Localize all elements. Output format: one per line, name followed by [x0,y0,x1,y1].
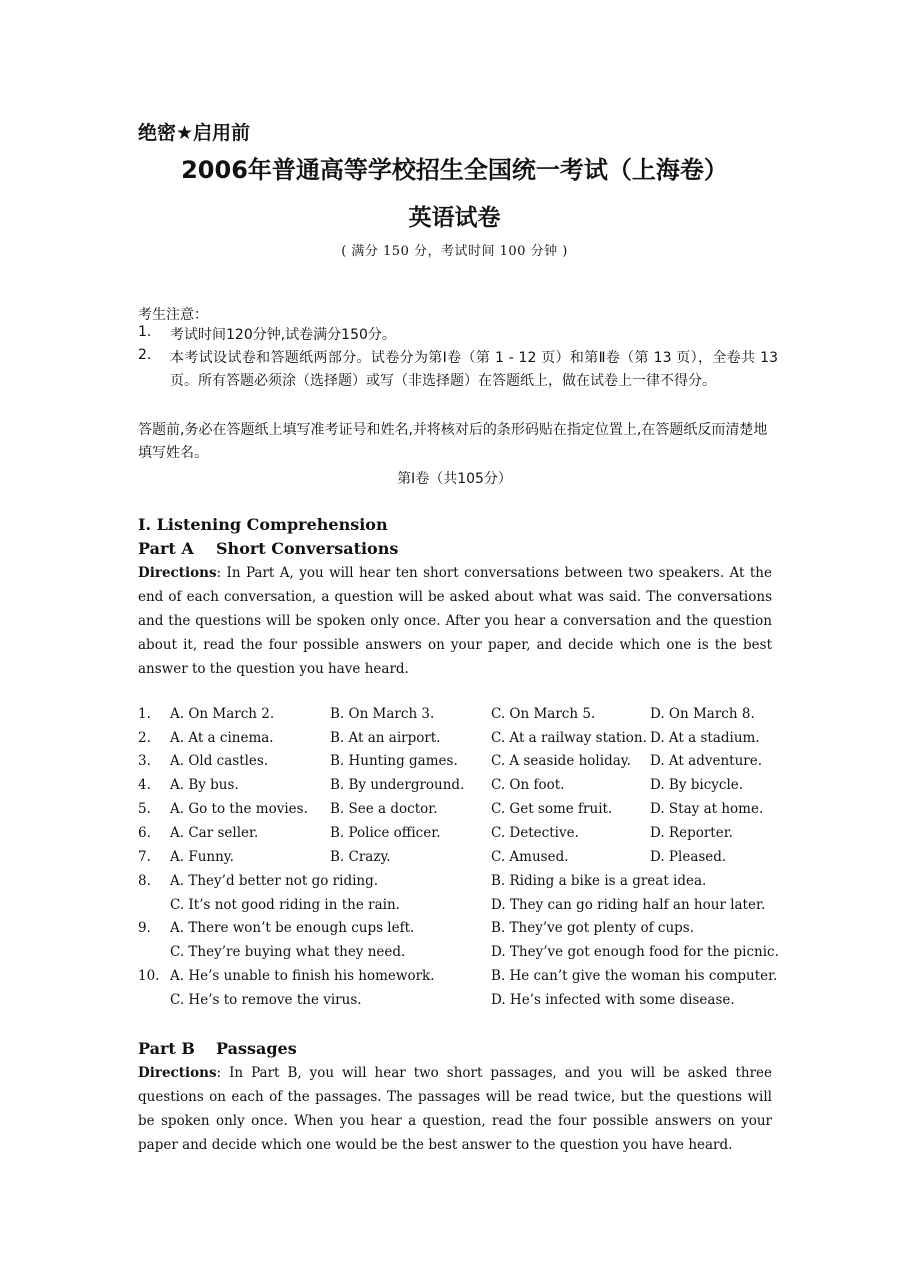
part-b-directions [138,1061,772,1157]
option-a: A. On March 2. [170,706,275,722]
part-a-label: Part A [138,539,194,558]
option-a: A. There won’t be enough cups left. [170,920,415,936]
option-b: B. Police officer. [330,825,441,841]
option-a: A. At a cinema. [170,730,274,746]
question-number: 3. [138,753,151,769]
exam-subtitle: 英语试卷 [408,205,501,231]
notice-item-number: 1. [138,324,152,340]
part-b-label: Part B [138,1039,195,1058]
part-b-title: Passages [216,1039,297,1058]
option-b: B. Crazy. [330,849,391,865]
option-a: A. They’d better not go riding. [170,873,379,889]
question-row [138,730,778,754]
option-a: A. Funny. [170,849,234,865]
option-b: B. On March 3. [330,706,435,722]
option-b: B. See a doctor. [330,801,438,817]
notice-item-text: 本考试设试卷和答题纸两部分。试卷分为第Ⅰ卷（第 1 - 12 页）和第Ⅱ卷（第 13 页），全卷共 13 页。所有答题必须涂（选择题）或写（非选择题）在答题纸上，做在试卷上一律不得分。 [170,350,778,389]
question-number: 5. [138,801,151,817]
question-number: 10. [138,968,160,984]
directions-text: : In Part A, you will hear ten short conversations between two speakers. At the end of each conversation, a question will be asked about what was said. The conversations and the questions will be spoken only once. After you hear a conversation and the question about it, read the four possible answers on your paper, and decide which one is the best answer to the question you have heard. [138,565,772,677]
score-time-note: ( 满分 150 分，考试时间 100 分钟 ) [341,244,568,259]
confidential-mark: 绝密★启用前 [138,122,251,144]
option-b: B. Hunting games. [330,753,458,769]
option-a: A. Go to the movies. [170,801,308,817]
notice-item-number: 2. [138,347,152,363]
question-row-continued [138,944,778,968]
part-a-title: Short Conversations [216,539,399,558]
notice-heading: 考生注意： [138,307,208,323]
option-d: D. By bicycle. [650,777,744,793]
option-a: A. He’s unable to finish his homework. [170,968,435,984]
option-c: C. At a railway station. [491,730,647,746]
notice-extra: 答题前,务必在答题纸上填写准考证号和姓名,并将核对后的条形码贴在指定位置上,在答题纸反而清楚地填写姓名。 [138,422,768,461]
question-row-continued [138,897,778,921]
part-b-heading [138,1039,297,1058]
section-heading: I. Listening Comprehension [138,515,388,534]
option-d: D. Stay at home. [650,801,764,817]
question-row [138,777,778,801]
option-d: D. He’s infected with some disease. [491,992,735,1008]
option-c: C. It’s not good riding in the rain. [170,897,400,913]
option-d: D. At adventure. [650,753,763,769]
option-d: D. They can go riding half an hour later. [491,897,766,913]
question-row [138,825,778,849]
question-row [138,801,778,825]
question-number: 6. [138,825,151,841]
question-number: 9. [138,920,151,936]
question-number: 4. [138,777,151,793]
option-c: C. He’s to remove the virus. [170,992,362,1008]
directions-label: Directions [138,1065,217,1081]
exam-title: 2006年普通高等学校招生全国统一考试（上海卷） [181,156,728,184]
volume-heading: 第Ⅰ卷（共105分） [397,471,512,487]
option-c: C. Get some fruit. [491,801,613,817]
option-c: C. Amused. [491,849,569,865]
option-c: C. On March 5. [491,706,596,722]
option-d: D. At a stadium. [650,730,760,746]
question-row [138,873,778,897]
directions-label: Directions [138,565,217,581]
part-a-directions [138,561,772,681]
question-row [138,968,778,992]
question-number: 2. [138,730,151,746]
question-row [138,920,778,944]
option-a: A. Car seller. [170,825,259,841]
option-b: B. Riding a bike is a great idea. [491,873,707,889]
option-c: C. They’re buying what they need. [170,944,406,960]
option-c: C. Detective. [491,825,579,841]
option-a: A. By bus. [170,777,239,793]
question-number: 8. [138,873,151,889]
directions-text: : In Part B, you will hear two short passages, and you will be asked three questions on each of the passages. The passages will be read twice, but the questions will be spoken only once. When you hear a question, read the four possible answers on your paper and decide which one would be the best answer to the question you have heard. [138,1065,772,1153]
option-d: D. They’ve got enough food for the picnic. [491,944,779,960]
question-number: 7. [138,849,151,865]
question-row-continued [138,992,778,1016]
question-number: 1. [138,706,151,722]
question-row [138,753,778,777]
notice-item-text: 考试时间120分钟,试卷满分150分。 [170,327,396,343]
option-c: C. On foot. [491,777,565,793]
option-d: D. On March 8. [650,706,755,722]
option-d: D. Pleased. [650,849,727,865]
question-row [138,706,778,730]
question-row [138,849,778,873]
option-b: B. At an airport. [330,730,441,746]
notice-item [138,347,778,393]
part-a-heading [138,539,398,558]
option-d: D. Reporter. [650,825,733,841]
option-b: B. He can’t give the woman his computer. [491,968,778,984]
option-c: C. A seaside holiday. [491,753,631,769]
option-a: A. Old castles. [170,753,269,769]
option-b: B. They’ve got plenty of cups. [491,920,695,936]
notice-item [138,324,778,347]
option-b: B. By underground. [330,777,465,793]
